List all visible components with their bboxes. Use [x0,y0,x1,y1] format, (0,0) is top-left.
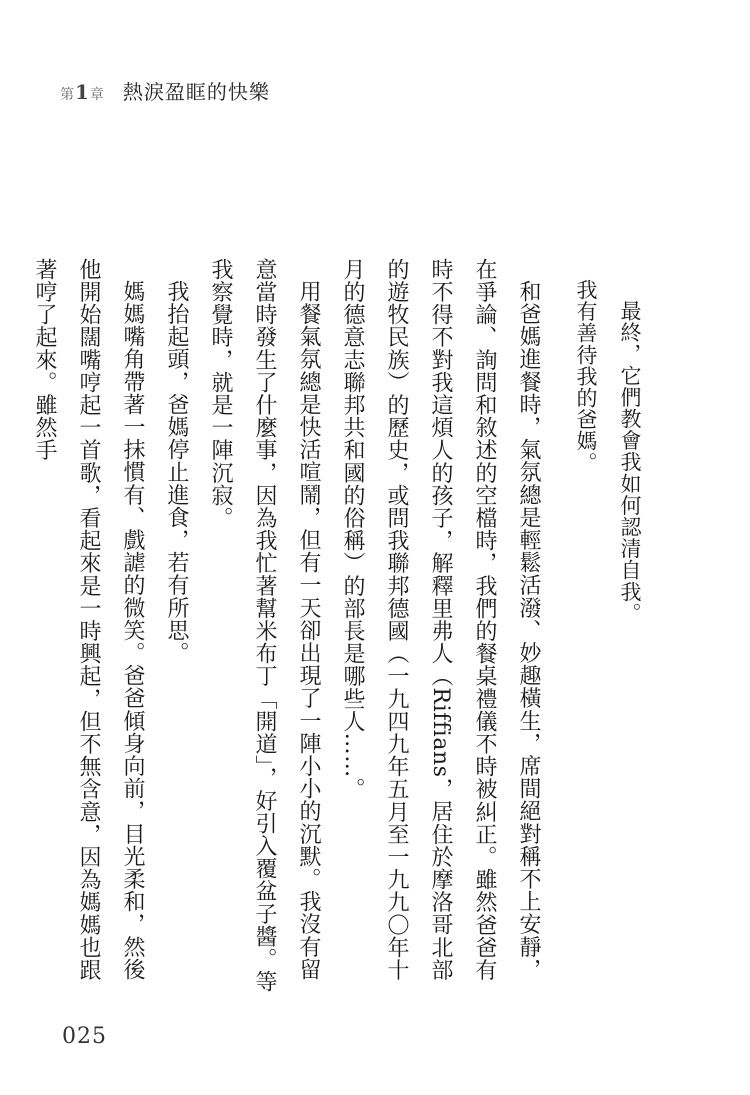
section-spacer [550,258,564,993]
paragraph-4: 媽媽嘴角帶著一抹慣有、戲謔的微笑。爸爸傾身向前，目光柔和，然後他開始闊嘴哼起一首歌，看起來是一時興起，但不無含意，因為媽媽也跟著哼了起來。雖然手 [32,258,145,982]
chapter-number: 1 [75,80,90,104]
vertical-body-text [32,258,652,993]
paragraph-2: 用餐氣氛總是快活喧鬧，但有一天卻出現了一陣小小的沉默。我沒有留意當時發生了什麼事，因為我忙著幫米布丁「開道」，好引入覆盆子醬。等我察覺時，就是一陣沉寂。 [208,258,321,993]
chapter-prefix: 第 [60,87,75,103]
chapter-suffix: 章 [89,87,105,103]
quote-line-2: 我有善待我的爸媽。 [574,279,598,474]
running-header [60,76,270,105]
chapter-title: 熱淚盈眶的快樂 [122,80,270,104]
paragraph-3: 我抬起頭，爸媽停止進食，若有所思。 [164,280,189,665]
page-number: 025 [62,1024,107,1049]
quote-line-1: 最終，它們教會我如何認清自我。 [618,300,642,624]
paragraph-1: 和爸媽進餐時，氣氛總是輕鬆活潑、妙趣橫生，席間絕對稱不上安靜，在爭論、詢問和敘述的空檔時，我們的餐桌禮儀不時被糾正。雖然爸爸有時不得不對我這煩人的孩子，解釋里弗人（Riffians，居住於摩洛哥北部的遊牧民族）的歷史，或問我聯邦德國（一九四九年五月至一九九〇年十月的德意志聯邦共和國的俗稱）的部長是哪些人……。 [340,258,541,982]
